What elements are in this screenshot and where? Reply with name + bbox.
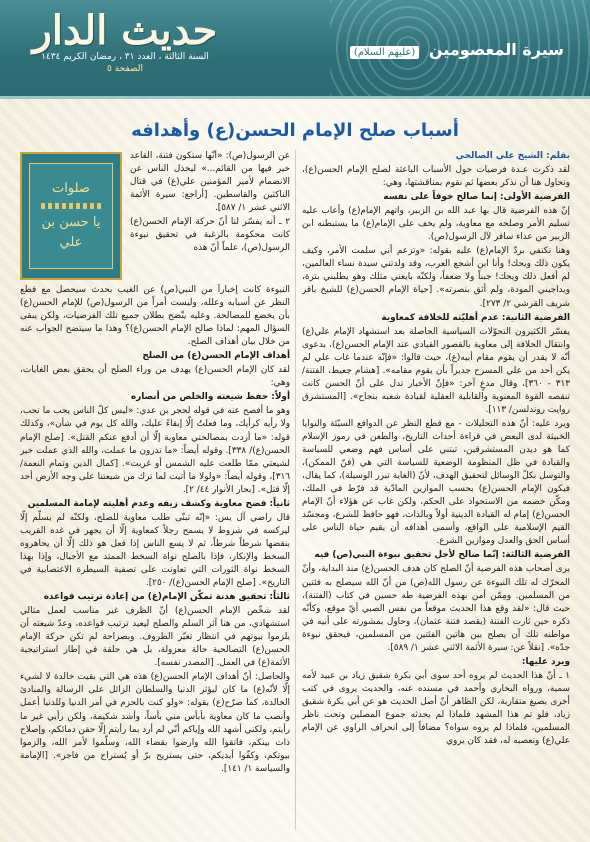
subheading: ثانياً: فضح معاوية وكشف زيفه وعدم أهليته لإمامة المسلمين [27, 498, 290, 509]
section-subtitle: (عليهم السلام) [350, 46, 419, 59]
page-number: الصفحة ٥ [107, 64, 143, 74]
paragraph: لقد كان الإمام الحسن(ع) يهدف من وراء الصلح أن يحقق بعض الغايات، وهي: [20, 365, 290, 389]
header-banner [0, 0, 590, 99]
subheading: ثالثاً: تحقيق هدنة تمكّن الإمام(ع) من إعادة ترتيب قواعده [43, 592, 290, 603]
cover-line-2: يا حسن بن علي [41, 215, 101, 250]
book-cover-inner [29, 163, 113, 269]
subheading: الفرضية الثالثة: إنّما صالح لأجل تحقيق نبوءة النبي(ص) فيه [314, 550, 570, 561]
paragraph: ١ ـ أنّ هذا الحديث لم يروه أحد سوى أبي بكرة شقيق زياد بن عبيد لأمه سمية، ورواه البخاري وأحمد في مسنده عنه، والحديث يروى في كتب أخرى بصيغ متقاربة، لكن الظاهر أنّ أصل الحديث هو عن أبي بكرة شقيق زياد، فلو تم هذا المشهد فلماذا لم يحدثه جموع المصلين وتحت ناظر المسلمين، فلماذا لم يروه سواه؟ مضافاً إلى انحراف الراوي عن الإمام علي(ع) وتعصبه له، فقد كان يروي [302, 670, 570, 747]
column-divider [295, 150, 296, 830]
paragraph: وهنا نكتفي بردّ الإمام(ع) عليه بقوله: «وتزعم أني سلمت الأمر، وكيف يكون ذلك ويحك! وأنا ابن أشجع العرب، وقد ولدتني سيدة نساء العالمين، لم أفعل ذلك ويحك! جبناً ولا ضعفاً، ولكنّه بايعني مثلك وهو يطلبني بترة، ويداجيني المودة، ولم أثق بنصرته». [حياة الإمام الحسن(ع) للشيخ باقر شريف القرشي ٢/ ٢٧٣]. [302, 246, 570, 309]
logo-title: حديث الدار [32, 7, 218, 54]
paragraph: قال راضي آل يس: «إنّه تبنّى طلب معاوية للصلح، ولكنّه لم يسلّم إلّا ليركسه في شروط لا يسمح رجلاً كمعاوية إلّا أن يجهر في غده القريب بنقضها شرطاً شرطاً، ثم لا يسع الناس إذا فعل هو ذلك إلّا أن يحاهروه السخط والإنكار، فإذا بالصلح نواة السخط الممتد مع الأجيال، وإذا بهذا السخط نواة الثورات التي تعاونت على تصفية السيطرة الاغتصابية في التاريخ». [صلح الإمام الحسن(ع)/ ٢٥٠]. [20, 512, 290, 589]
paragraph: إنّ هذه الفرضية قال بها عبد الله بن الزبير، واتهم الإمام(ع) وأعاب عليه تسليم الأمر وصلحه مع معاوية، ولم يخف على الإمام(ع) ما يستبطنه ابن الزبير من عداء سافر لآل الرسول(ص). [302, 206, 570, 243]
article-column-left-top [130, 150, 290, 282]
article-title: أسباب صلح الإمام الحسن(ع) وأهدافه [131, 120, 459, 141]
issue-info: السنة الثالثة ، العدد ٣١ ، رمضان الكريم ١٤٣٤ [41, 52, 209, 62]
paragraph: عن الرسول(ص): «أنّها ستكون فتنة، القاعد خير فيها من القائم...» ليخذل الناس عن الانضمام لأمير المؤمنين علي(ع) في قتال الناكثين والقاسطين. [أراجع: سيرة الأئمة الاثني عشر ١/ ٥٨٧]. [130, 151, 290, 214]
paragraph: يفسّر الكثيرون التحوّلات السياسية الحاصلة بعد استشهاد الإمام علي(ع) وانتقال الخلافة إلى معاوية بالقصور القيادي عند الإمام الحسن(ع)، بدعوى أنّه لا يقدر أن يقوم مقام أبيه(ع)، حيث قالوا: «فإنّه عندما غاب علي لم يكن أحد من علي المسرح جديراً بأن يقوم مقامه». [هشام جعيط، الفتنة/ ٣١٣ - ٣٦٠]، وقال مدعٍ آخر: «فإنّ الأخبار تدل على أنّ الحسن كانت تنقصه القوة المعنوية والقابلية العقلية لقيادة شعبه بنجاح». [المستشرق روايت روندلسن/ ١١٣]. [302, 326, 570, 415]
subheading: ويرد عليها: [521, 656, 570, 667]
paragraph: والحاصل: أنّ أهداف الإمام الحسن(ع) هذه هي التي بقيت خالدة لا لشيء إلّا لأنّه(ع) ما كان ليؤثر الدنيا والسلطان الزائل على الرسالة والمبادئ الخالدة، كما صرّح(ع) بقوله: «ولو كنت بالحزم في أمر الدنيا وللدنيا أعمل وأنصب ما كان معاوية بأبأس مني بأساً، وأشد شكيمة، ولكن رأيي غير ما رأيتم، ولكني أشهد الله وإياكم أنّي لم أرد بما رأيتم إلّا حقن دمائكم، وإصلاح ذات بينكم، فاتقوا الله وارضوا بقضاء الله، وسلّموا لأمر الله، والزموا بيوتكم، وكفّوا أيديكم، حتى يستريح برّ أو يُستراح من فاجر». [الإمامة والسياسة ١/ ١٤١]. [20, 672, 290, 774]
magazine-logo [12, 4, 238, 90]
paragraph: ٢ ـ أنه يفسّر لنا أنّ حركة الإمام الحسن(ع) كانت محكومة بالرغبة في تحقيق نبوءة الرسول(ص)، علماً أنّ هذه [130, 217, 290, 254]
paragraph: النبوءة كانت إخباراً من النبي(ص) عن الغيب بحدث سيحصل مع قطع النظر عن أسبابه وعلله، وليست أمراً من الرسول(ص) للإمام الحسن(ع) بأن يخضع للمصالحة. وعليه يتّضح بطلان جميع تلك الفرضيات، ولكن يبقى السؤال المهم: لماذا صالح الإمام الحسن(ع)؟ وهذا ما سيتضح الجواب عنه من خلال بيان أهداف الصلح. [20, 285, 290, 348]
paragraph: وهو ما أفصح عنه في قوله لحجر بن عدي: «ليس كلّ الناس يحب ما تحب، ولا رأيه كرأيك، وما فعلتُ إلّا إبقاءً عليك، والله كل يوم في شأن»، وكذلك قوله: «ما أردت بمصالحتي معاوية إلّا أن أدفع عنكم القتل». [صلح الإمام الحسن(ع)/ ٣٣٨]. وقوله أيضاً: «ما تدرون ما عملت، والله الذي عملت خير لشيعتي ممّا طلعت عليه الشمس أو غربت». [كمال الدين وتمام النعمة/ ٣١٦]، وقوله أيضاً: «ولولا ما أتيت لما ترك من شيعتنا على وجه الأرض أحد إلّا قتل». [بحار الأنوار ٤٤/ ٢]. [20, 406, 290, 495]
paragraph: يرى أصحاب هذه الفرضية أنّ الصلح كان هدف الحسن(ع) منذ البداية، وأنّ المحرّك له تلك النبوءة عن رسول الله(ص) من أنّ الله سيصلح به فئتين من المسلمين. ومِمّن أمن بهذه الفرضية طه حسين في كتاب (الفتنة)، حيث قال: «لقد وقع هذا الحديث موقعاً من نفس الصبي أيّ موقع، وكأنّه ذكره حين ثارت الفتنة (يقصد فتنة عثمان)، وحاول بمشورته على أبيه في مواطنه تلك أن يصلح بين هاتين الفئتين من المسلمين، فيحقق نبوءة جدّه». [نقلاً عن: سيرة الأئمة الاثني عشر ١/ ٥٨٩]. [302, 564, 570, 653]
article-column-right [302, 150, 570, 830]
subheading: الفرضية الثانية: عدم أهليّته للخلافة كمعاوية [381, 312, 570, 323]
paragraph: لقد شخّص الإمام الحسن(ع) أنّ الظرف غير مناسب لعمل مثالي استشهادي، من هنا آثر السلم والصلح ليعيد ترتيب قواعده، وعدّ شيعته أن يلزموا بيوتهم في انتظار تغيّر الظروف. وبصراحة لم تكن حركة الإمام الحسن(ع) التصالحية حالة معزولة، بل هي حلقة في إطار استراتيجية الأئمة(ع) في العمل. [المصدر نفسه]. [20, 606, 290, 669]
subheading: الفرضية الأولى: إنما صالح خوفاً على نفسه [383, 192, 570, 203]
subheading: أهداف الإمام الحسن(ع) من الصلح [142, 351, 290, 362]
section-title [350, 40, 564, 59]
paragraph: لقد ذكرت عـدة فرضيات حول الأسباب الباعثة لصلح الإمام الحسن(ع)، ونحاول هنا أن نذكر بعضها ثم نقوم بمناقشتها، وهي: [302, 165, 570, 189]
section-name: سيرة المعصومين [428, 40, 564, 59]
byline: بقلم: الشيخ علي الصالحي [455, 151, 570, 161]
cover-line-1: صلوات [52, 181, 90, 196]
article-column-left [20, 284, 290, 832]
book-cover-image [20, 152, 122, 280]
cover-ornament [41, 203, 101, 209]
subheading: أولاً: حفظ شيعته والخلص من أنصاره [130, 392, 290, 403]
paragraph: ويرد عليه: أنّ هذه التحليلات - مع قطع النظر عن الدوافع السيّئة والنوايا الخبيثة لدى البعض في قراءة أحداث التاريخ، والطعن في رموز الإسلام كما هو ديدن المستشرقين، تبتني على أساس فهم وضعي للسياسة والقيادة في ظل المنظومة الوضعية للسياسة التي هي (فنّ الممكن)، والتوسل بكلّ الوسائل لتحقيق الهدف، لأنّ (الغاية تبرر الوسيلة)، كما يقال، فيكون الإمام الحسن(ع) بحسب الموازين المادّية قد فرّط في الملك، ومكّن خصمه من الاستحواذ على الحكم، ولكن غاب عن هؤلاء أنّ الإمام الحسن(ع) إمام له القيادة الدينية أولاً وبالذات، فهو حافظ للشرع، ومجسّد القيم الإسلامية على الواقع، وأسمى أهدافه أن يقيم حياة الناس على أساس الحق والعدل وموازين الشرع. [302, 418, 570, 547]
